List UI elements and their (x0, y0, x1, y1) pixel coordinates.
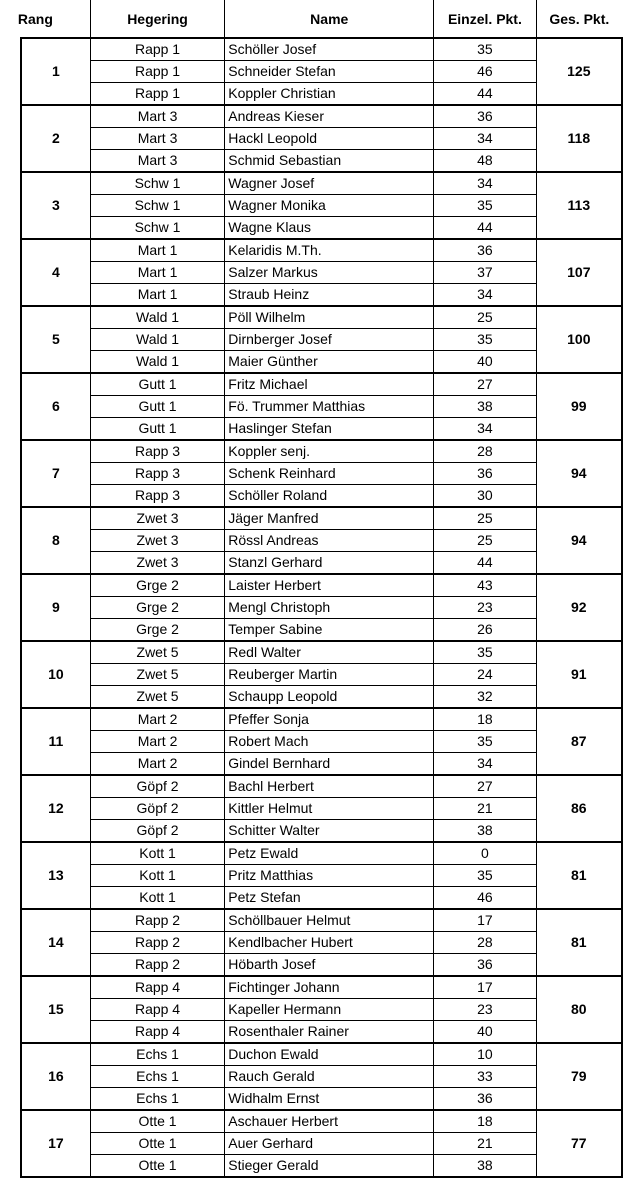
einzel-points-cell: 44 (434, 552, 536, 575)
rank-cell: 4 (21, 239, 90, 306)
table-row (21, 284, 622, 307)
table-row (21, 820, 622, 843)
table-row (21, 440, 622, 463)
table-row (21, 150, 622, 173)
rank-cell: 12 (21, 775, 90, 842)
hegering-cell: Rapp 4 (90, 999, 224, 1021)
rank-cell: 1 (21, 38, 90, 105)
table-row (21, 798, 622, 820)
einzel-points-cell: 40 (434, 351, 536, 374)
header-hegering: Hegering (90, 0, 224, 38)
table-row (21, 597, 622, 619)
name-cell: Jäger Manfred (225, 507, 434, 530)
table-row (21, 351, 622, 374)
einzel-points-cell: 36 (434, 105, 536, 128)
total-points-cell: 81 (536, 909, 622, 976)
hegering-cell: Schw 1 (90, 195, 224, 217)
einzel-points-cell: 36 (434, 239, 536, 262)
ranking-table (17, 0, 623, 1178)
name-cell: Wagner Monika (225, 195, 434, 217)
hegering-cell: Göpf 2 (90, 798, 224, 820)
hegering-cell: Mart 3 (90, 105, 224, 128)
table-row (21, 842, 622, 865)
hegering-cell: Schw 1 (90, 172, 224, 195)
rank-cell: 10 (21, 641, 90, 708)
table-row (21, 38, 622, 61)
einzel-points-cell: 38 (434, 396, 536, 418)
einzel-points-cell: 43 (434, 574, 536, 597)
hegering-cell: Rapp 3 (90, 440, 224, 463)
total-points-cell: 118 (536, 105, 622, 172)
name-cell: Pöll Wilhelm (225, 306, 434, 329)
name-cell: Kelaridis M.Th. (225, 239, 434, 262)
total-points-cell: 125 (536, 38, 622, 105)
total-points-cell: 80 (536, 976, 622, 1043)
total-points-cell: 77 (536, 1110, 622, 1177)
total-points-cell: 100 (536, 306, 622, 373)
einzel-points-cell: 25 (434, 306, 536, 329)
table-row (21, 217, 622, 240)
hegering-cell: Zwet 5 (90, 686, 224, 709)
name-cell: Temper Sabine (225, 619, 434, 642)
hegering-cell: Grge 2 (90, 574, 224, 597)
name-cell: Pritz Matthias (225, 865, 434, 887)
total-points-cell: 113 (536, 172, 622, 239)
hegering-cell: Göpf 2 (90, 775, 224, 798)
hegering-cell: Grge 2 (90, 619, 224, 642)
hegering-cell: Rapp 4 (90, 976, 224, 999)
name-cell: Redl Walter (225, 641, 434, 664)
total-points-cell: 94 (536, 507, 622, 574)
einzel-points-cell: 34 (434, 753, 536, 776)
total-points-cell: 94 (536, 440, 622, 507)
table-row (21, 1088, 622, 1111)
hegering-cell: Rapp 1 (90, 38, 224, 61)
hegering-cell: Otte 1 (90, 1133, 224, 1155)
rank-cell: 9 (21, 574, 90, 641)
hegering-cell: Gutt 1 (90, 396, 224, 418)
table-row (21, 731, 622, 753)
hegering-cell: Echs 1 (90, 1066, 224, 1088)
hegering-cell: Schw 1 (90, 217, 224, 240)
name-cell: Straub Heinz (225, 284, 434, 307)
table-row (21, 83, 622, 106)
name-cell: Fichtinger Johann (225, 976, 434, 999)
table-row (21, 1133, 622, 1155)
hegering-cell: Wald 1 (90, 306, 224, 329)
name-cell: Aschauer Herbert (225, 1110, 434, 1133)
hegering-cell: Rapp 1 (90, 61, 224, 83)
rank-cell: 17 (21, 1110, 90, 1177)
rank-cell: 6 (21, 373, 90, 440)
hegering-cell: Grge 2 (90, 597, 224, 619)
hegering-cell: Rapp 4 (90, 1021, 224, 1044)
name-cell: Salzer Markus (225, 262, 434, 284)
header-rang: Rang (1, 0, 70, 38)
table-row (21, 1021, 622, 1044)
table-row (21, 530, 622, 552)
hegering-cell: Rapp 3 (90, 463, 224, 485)
table-row (21, 976, 622, 999)
table-row (21, 195, 622, 217)
table-row (21, 1066, 622, 1088)
total-points-cell: 87 (536, 708, 622, 775)
einzel-points-cell: 35 (434, 195, 536, 217)
name-cell: Stieger Gerald (225, 1155, 434, 1178)
einzel-points-cell: 21 (434, 1133, 536, 1155)
hegering-cell: Kott 1 (90, 887, 224, 910)
hegering-cell: Otte 1 (90, 1110, 224, 1133)
name-cell: Petz Stefan (225, 887, 434, 910)
table-row (21, 1110, 622, 1133)
rank-cell: 16 (21, 1043, 90, 1110)
einzel-points-cell: 46 (434, 887, 536, 910)
einzel-points-cell: 18 (434, 1110, 536, 1133)
total-points-cell: 79 (536, 1043, 622, 1110)
einzel-points-cell: 27 (434, 373, 536, 396)
hegering-cell: Mart 1 (90, 284, 224, 307)
name-cell: Schenk Reinhard (225, 463, 434, 485)
einzel-points-cell: 48 (434, 150, 536, 173)
name-cell: Laister Herbert (225, 574, 434, 597)
einzel-points-cell: 25 (434, 507, 536, 530)
name-cell: Rössl Andreas (225, 530, 434, 552)
einzel-points-cell: 35 (434, 329, 536, 351)
hegering-cell: Rapp 1 (90, 83, 224, 106)
einzel-points-cell: 30 (434, 485, 536, 508)
table-row (21, 552, 622, 575)
name-cell: Mengl Christoph (225, 597, 434, 619)
name-cell: Höbarth Josef (225, 954, 434, 977)
name-cell: Schöller Roland (225, 485, 434, 508)
einzel-points-cell: 24 (434, 664, 536, 686)
table-row (21, 932, 622, 954)
table-row (21, 1043, 622, 1066)
name-cell: Petz Ewald (225, 842, 434, 865)
name-cell: Widhalm Ernst (225, 1088, 434, 1111)
einzel-points-cell: 21 (434, 798, 536, 820)
name-cell: Rosenthaler Rainer (225, 1021, 434, 1044)
rank-cell: 2 (21, 105, 90, 172)
rank-cell: 14 (21, 909, 90, 976)
hegering-cell: Wald 1 (90, 329, 224, 351)
total-points-cell: 86 (536, 775, 622, 842)
table-row (21, 507, 622, 530)
einzel-points-cell: 33 (434, 1066, 536, 1088)
name-cell: Fö. Trummer Matthias (225, 396, 434, 418)
einzel-points-cell: 36 (434, 1088, 536, 1111)
hegering-cell: Rapp 3 (90, 485, 224, 508)
einzel-points-cell: 36 (434, 463, 536, 485)
hegering-cell: Mart 1 (90, 262, 224, 284)
hegering-cell: Mart 2 (90, 753, 224, 776)
einzel-points-cell: 38 (434, 820, 536, 843)
table-row (21, 485, 622, 508)
einzel-points-cell: 23 (434, 999, 536, 1021)
name-cell: Schaupp Leopold (225, 686, 434, 709)
total-points-cell: 92 (536, 574, 622, 641)
einzel-points-cell: 44 (434, 217, 536, 240)
rank-cell: 3 (21, 172, 90, 239)
name-cell: Schöllbauer Helmut (225, 909, 434, 932)
name-cell: Duchon Ewald (225, 1043, 434, 1066)
hegering-cell: Rapp 2 (90, 909, 224, 932)
table-row (21, 463, 622, 485)
hegering-cell: Kott 1 (90, 842, 224, 865)
name-cell: Maier Günther (225, 351, 434, 374)
einzel-points-cell: 37 (434, 262, 536, 284)
rank-cell: 5 (21, 306, 90, 373)
name-cell: Koppler senj. (225, 440, 434, 463)
table-row (21, 887, 622, 910)
table-row (21, 396, 622, 418)
table-header (17, 0, 622, 38)
einzel-points-cell: 26 (434, 619, 536, 642)
hegering-cell: Zwet 3 (90, 530, 224, 552)
name-cell: Schneider Stefan (225, 61, 434, 83)
name-cell: Robert Mach (225, 731, 434, 753)
table-row (21, 999, 622, 1021)
hegering-cell: Rapp 2 (90, 954, 224, 977)
table-row (21, 686, 622, 709)
einzel-points-cell: 25 (434, 530, 536, 552)
name-cell: Fritz Michael (225, 373, 434, 396)
name-cell: Auer Gerhard (225, 1133, 434, 1155)
name-cell: Kapeller Hermann (225, 999, 434, 1021)
einzel-points-cell: 36 (434, 954, 536, 977)
einzel-points-cell: 28 (434, 932, 536, 954)
hegering-cell: Zwet 3 (90, 552, 224, 575)
name-cell: Rauch Gerald (225, 1066, 434, 1088)
name-cell: Hackl Leopold (225, 128, 434, 150)
table-row (21, 619, 622, 642)
hegering-cell: Mart 1 (90, 239, 224, 262)
table-row (21, 239, 622, 262)
hegering-cell: Zwet 5 (90, 664, 224, 686)
name-cell: Kittler Helmut (225, 798, 434, 820)
einzel-points-cell: 32 (434, 686, 536, 709)
table-row (21, 664, 622, 686)
table-row (21, 418, 622, 441)
name-cell: Gindel Bernhard (225, 753, 434, 776)
name-cell: Dirnberger Josef (225, 329, 434, 351)
einzel-points-cell: 17 (434, 909, 536, 932)
table-body (21, 38, 622, 1177)
einzel-points-cell: 38 (434, 1155, 536, 1178)
hegering-cell: Gutt 1 (90, 373, 224, 396)
einzel-points-cell: 17 (434, 976, 536, 999)
hegering-cell: Kott 1 (90, 865, 224, 887)
einzel-points-cell: 34 (434, 172, 536, 195)
name-cell: Pfeffer Sonja (225, 708, 434, 731)
total-points-cell: 99 (536, 373, 622, 440)
hegering-cell: Mart 3 (90, 150, 224, 173)
einzel-points-cell: 46 (434, 61, 536, 83)
table-row (21, 865, 622, 887)
header-name: Name (225, 0, 434, 38)
einzel-points-cell: 35 (434, 865, 536, 887)
hegering-cell: Echs 1 (90, 1088, 224, 1111)
table-row (21, 262, 622, 284)
rank-cell: 15 (21, 976, 90, 1043)
hegering-cell: Mart 2 (90, 708, 224, 731)
rank-cell: 11 (21, 708, 90, 775)
name-cell: Stanzl Gerhard (225, 552, 434, 575)
einzel-points-cell: 34 (434, 418, 536, 441)
hegering-cell: Gutt 1 (90, 418, 224, 441)
hegering-cell: Göpf 2 (90, 820, 224, 843)
hegering-cell: Rapp 2 (90, 932, 224, 954)
hegering-cell: Zwet 5 (90, 641, 224, 664)
header-ges-pkt: Ges. Pkt. (536, 0, 622, 38)
name-cell: Haslinger Stefan (225, 418, 434, 441)
name-cell: Reuberger Martin (225, 664, 434, 686)
hegering-cell: Echs 1 (90, 1043, 224, 1066)
table-row (21, 105, 622, 128)
einzel-points-cell: 27 (434, 775, 536, 798)
table-row (21, 172, 622, 195)
einzel-points-cell: 35 (434, 731, 536, 753)
hegering-cell: Zwet 3 (90, 507, 224, 530)
table-row (21, 329, 622, 351)
hegering-cell: Mart 2 (90, 731, 224, 753)
total-points-cell: 107 (536, 239, 622, 306)
table-row (21, 753, 622, 776)
table-row (21, 574, 622, 597)
table-row (21, 128, 622, 150)
hegering-cell: Otte 1 (90, 1155, 224, 1178)
einzel-points-cell: 0 (434, 842, 536, 865)
name-cell: Bachl Herbert (225, 775, 434, 798)
name-cell: Koppler Christian (225, 83, 434, 106)
name-cell: Andreas Kieser (225, 105, 434, 128)
einzel-points-cell: 40 (434, 1021, 536, 1044)
name-cell: Schmid Sebastian (225, 150, 434, 173)
table-row (21, 61, 622, 83)
hegering-cell: Mart 3 (90, 128, 224, 150)
table-row (21, 641, 622, 664)
table-row (21, 1155, 622, 1178)
einzel-points-cell: 34 (434, 128, 536, 150)
total-points-cell: 91 (536, 641, 622, 708)
einzel-points-cell: 18 (434, 708, 536, 731)
einzel-points-cell: 34 (434, 284, 536, 307)
total-points-cell: 81 (536, 842, 622, 909)
table-row (21, 954, 622, 977)
einzel-points-cell: 28 (434, 440, 536, 463)
einzel-points-cell: 10 (434, 1043, 536, 1066)
table-row (21, 306, 622, 329)
table-row (21, 373, 622, 396)
table-row (21, 775, 622, 798)
table-row (21, 909, 622, 932)
table-row (21, 708, 622, 731)
name-cell: Wagne Klaus (225, 217, 434, 240)
name-cell: Schitter Walter (225, 820, 434, 843)
header-einzel-pkt: Einzel. Pkt. (434, 0, 536, 38)
einzel-points-cell: 35 (434, 38, 536, 61)
name-cell: Wagner Josef (225, 172, 434, 195)
hegering-cell: Wald 1 (90, 351, 224, 374)
einzel-points-cell: 23 (434, 597, 536, 619)
name-cell: Kendlbacher Hubert (225, 932, 434, 954)
name-cell: Schöller Josef (225, 38, 434, 61)
einzel-points-cell: 35 (434, 641, 536, 664)
rank-cell: 13 (21, 842, 90, 909)
einzel-points-cell: 44 (434, 83, 536, 106)
rank-cell: 7 (21, 440, 90, 507)
rank-cell: 8 (21, 507, 90, 574)
